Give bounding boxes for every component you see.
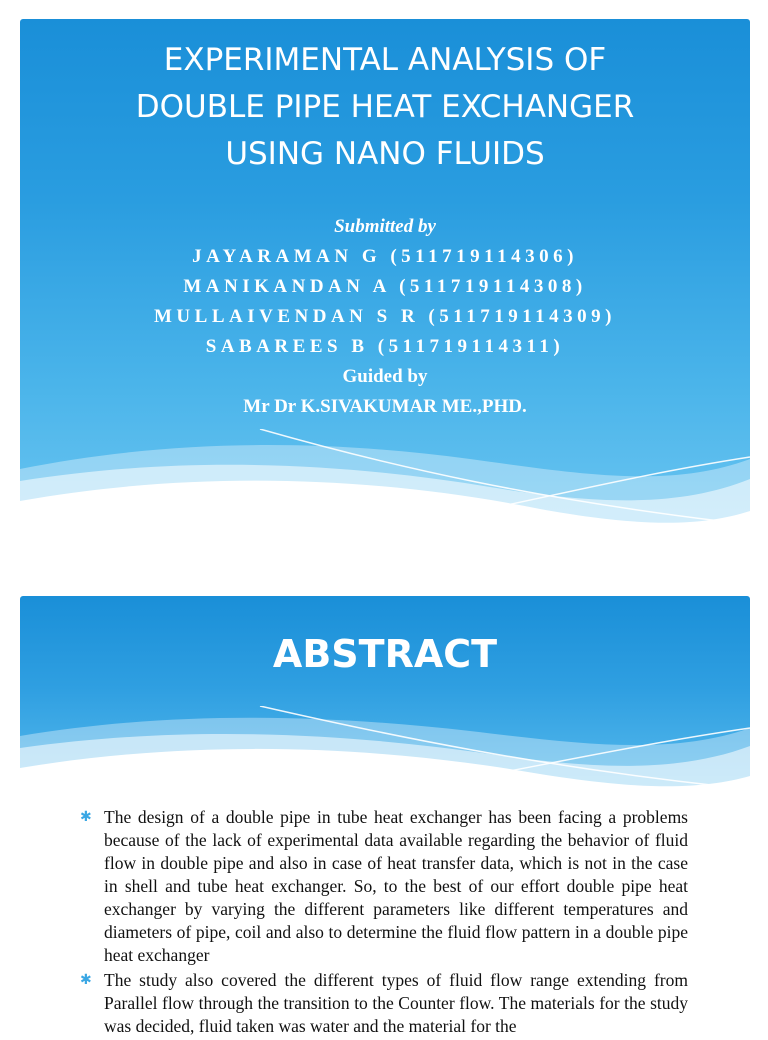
bullet-text: The study also covered the different types of fluid flow range extending from Parallel flow through the transition to the Counter flow. The materials for the study was decided, fluid taken was water and the material for the bbox=[104, 970, 688, 1036]
team-member: MULLAIVENDAN S R (511719114309) bbox=[154, 306, 616, 327]
team-member: SABAREES B (511719114311) bbox=[205, 336, 565, 357]
abstract-heading: ABSTRACT bbox=[272, 632, 498, 676]
asterisk-icon: ✱ bbox=[80, 972, 92, 988]
guided-by-label: Guided by bbox=[342, 366, 428, 387]
list-item bbox=[80, 806, 688, 967]
bullet-text: The design of a double pipe in tube heat exchanger has been facing a problems because of the lack of experimental data available regarding the behavior of fluid flow in double pipe and also in case of heat transfer data, which is not in the case in shell and tube heat exchanger. So, to the best of our effort double pipe heat exchanger by varying the different parameters like different temperatures and diameters of pipe, coil and also to determine the fluid flow pattern in a double pipe heat exchanger bbox=[104, 807, 688, 965]
list-item bbox=[80, 969, 688, 1038]
asterisk-icon: ✱ bbox=[80, 809, 92, 825]
abstract-bullet-list bbox=[80, 806, 688, 1040]
wave-decoration bbox=[20, 429, 750, 539]
submitted-by-label: Submitted by bbox=[334, 216, 436, 237]
wave-decoration bbox=[20, 706, 750, 801]
abstract-slide bbox=[20, 596, 750, 801]
presentation-title: EXPERIMENTAL ANALYSIS OF DOUBLE PIPE HEAT EXCHANGER USING NANO FLUIDS bbox=[135, 42, 635, 172]
team-member: MANIKANDAN A (511719114308) bbox=[183, 276, 587, 297]
title-slide bbox=[20, 19, 750, 539]
guide-name: Mr Dr K.SIVAKUMAR ME.,PHD. bbox=[243, 396, 527, 417]
team-member: JAYARAMAN G (511719114306) bbox=[192, 246, 578, 267]
